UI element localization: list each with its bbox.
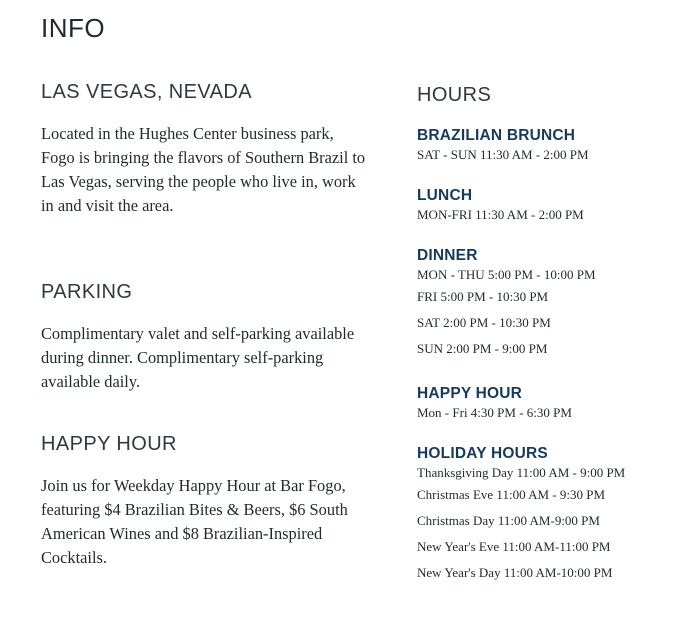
hours-group-title: HOLIDAY HOURS <box>417 445 548 462</box>
hours-line: Thanksgiving Day 11:00 AM - 9:00 PM <box>417 465 626 480</box>
hours-group-title: LUNCH <box>417 187 473 204</box>
hours-line: MON-FRI 11:30 AM - 2:00 PM <box>417 207 584 222</box>
hours-line: SAT 2:00 PM - 10:30 PM <box>417 315 551 330</box>
parking-description: Complimentary valet and self-parking available during dinner. Complimentary self-parking available daily. <box>41 324 355 391</box>
hours-line: MON - THU 5:00 PM - 10:00 PM <box>417 267 596 282</box>
hours-group-title: HAPPY HOUR <box>417 385 523 402</box>
hours-group-title: DINNER <box>417 247 478 264</box>
happy-hour-description: Join us for Weekday Happy Hour at Bar Fogo, featuring $4 Brazilian Bites & Beers, $6 South American Wines and $8 Brazilian-Inspired Cocktails. <box>41 476 348 567</box>
hours-line: Christmas Eve 11:00 AM - 9:30 PM <box>417 487 606 502</box>
hours-group-brunch <box>417 126 687 164</box>
location-heading: LAS VEGAS, NEVADA <box>41 81 252 103</box>
hours-line: SUN 2:00 PM - 9:00 PM <box>417 341 548 356</box>
hours-line: Mon - Fri 4:30 PM - 6:30 PM <box>417 405 572 420</box>
hours-line: New Year's Eve 11:00 AM-11:00 PM <box>417 539 611 554</box>
hours-line: SAT - SUN 11:30 AM - 2:00 PM <box>417 147 589 162</box>
hours-group-title: BRAZILIAN BRUNCH <box>417 127 576 144</box>
hours-line: New Year's Day 11:00 AM-10:00 PM <box>417 565 613 580</box>
hours-group-dinner <box>417 246 687 362</box>
parking-heading: PARKING <box>41 281 133 303</box>
hours-group-lunch <box>417 186 687 224</box>
hours-line: FRI 5:00 PM - 10:30 PM <box>417 289 549 304</box>
hours-group-happy-hour <box>417 384 687 422</box>
page-title: INFO <box>41 13 106 43</box>
hours-heading: HOURS <box>417 84 492 106</box>
hours-group-holiday <box>417 444 687 586</box>
hours-line: Christmas Day 11:00 AM-9:00 PM <box>417 513 600 528</box>
location-description: Located in the Hughes Center business park, Fogo is bringing the flavors of Southern Brazil to Las Vegas, serving the people who live in, work in and visit the area. <box>41 124 366 215</box>
happy-hour-heading: HAPPY HOUR <box>41 433 177 455</box>
